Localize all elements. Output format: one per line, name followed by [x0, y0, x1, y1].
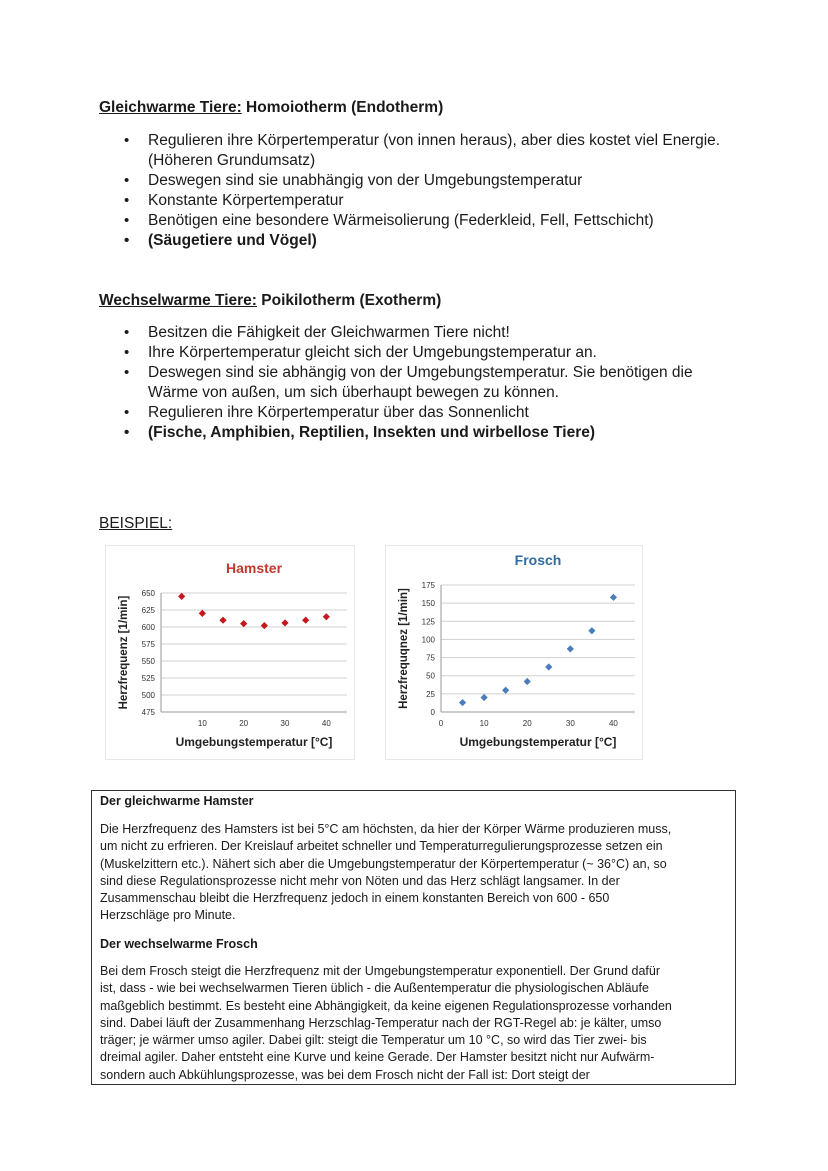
- text-line: sind diese Regulationsprozesse nicht mehr von Nöten und das Herz schlägt langsamer. In der: [100, 873, 620, 888]
- text-line: Bei dem Frosch steigt die Herzfrequenz mit der Umgebungstemperatur exponentiell. Der Grund dafür: [100, 964, 660, 978]
- text-line: träger; je wärmer umso agiler. Dabei gilt: steigt die Temperatur um 10 °C, so wird das Tier zwei- bis: [100, 1033, 647, 1048]
- hamster-chart-svg: [105, 545, 355, 760]
- explanation-box: [91, 790, 736, 1085]
- section1-title-rest: Homoiotherm (Endotherm): [241, 99, 444, 116]
- y-tick-label: 625: [141, 606, 155, 615]
- text-line: maßgeblich bestimmt. Es besteht eine Abhängigkeit, da keine eigenen Regulationsprozesse vorhanden: [100, 998, 672, 1013]
- y-tick-label: 150: [421, 599, 435, 609]
- y-tick-label: 500: [141, 691, 155, 700]
- chart-frame: [106, 546, 355, 760]
- list-item: • Deswegen sind sie abhängig von der Umgebungstemperatur. Sie benötigen die Wärme von außen, um sich überhaupt bewegen zu können.: [120, 363, 732, 403]
- hamster-paragraph: [100, 821, 727, 925]
- list-item: • Konstante Körpertemperatur: [120, 191, 732, 211]
- section1-title-underlined: Gleichwarme Tiere:: [99, 99, 242, 116]
- x-tick-label: 10: [197, 719, 207, 728]
- section1-title: [99, 99, 443, 117]
- chart-frame: [386, 546, 643, 760]
- beispiel-label: BEISPIEL:: [99, 515, 173, 532]
- y-axis-label: Herzfrequqnez [1/min]: [398, 588, 410, 709]
- y-tick-label: 50: [426, 671, 435, 681]
- x-tick-label: 10: [479, 719, 489, 728]
- text-line: ist, dass - wie bei wechselwarmen Tieren üblich - die Außentemperatur die physiologischen Abläufe: [100, 981, 649, 996]
- section2-bullet-list: [120, 323, 732, 443]
- text-line: Herzschläge pro Minute.: [100, 908, 236, 923]
- x-tick-label: 20: [239, 719, 249, 728]
- frosch-paragraph: [100, 963, 727, 1084]
- text-line: Die Herzfrequenz des Hamsters ist bei 5°C am höchsten, da hier der Körper Wärme produzieren muss,: [100, 822, 672, 836]
- list-item: • (Fische, Amphibien, Reptilien, Insekten und wirbellose Tiere): [120, 423, 732, 443]
- y-tick-label: 175: [421, 581, 435, 590]
- x-tick-label: 0: [438, 719, 444, 728]
- section2-title-rest: Poikilotherm (Exotherm): [256, 292, 442, 309]
- x-tick-label: 30: [280, 719, 290, 728]
- y-tick-label: 125: [421, 617, 435, 627]
- frosch-chart: [385, 545, 643, 765]
- section2-title: [99, 292, 441, 310]
- hamster-chart: [105, 545, 355, 765]
- x-axis-label: Umgebungstemperatur [°C]: [459, 735, 617, 749]
- x-tick-label: 40: [608, 719, 618, 728]
- y-tick-label: 525: [141, 674, 155, 683]
- y-tick-label: 550: [141, 657, 155, 666]
- chart-title: Frosch: [514, 552, 562, 568]
- x-tick-label: 20: [522, 719, 532, 728]
- x-axis-label: Umgebungstemperatur [°C]: [175, 735, 333, 749]
- text-line: sondern auch Abkühlungsprozesse, was bei dem Frosch nicht der Fall ist: Dort steigt der: [100, 1067, 590, 1082]
- text-line: (Muskelzittern etc.). Nähert sich aber die Umgebungstemperatur der Körpertemperatur (~ 36°C) an, so: [100, 856, 667, 871]
- list-item: • Regulieren ihre Körpertemperatur über das Sonnenlicht: [120, 403, 732, 423]
- y-tick-label: 475: [141, 708, 155, 717]
- y-tick-label: 0: [430, 708, 435, 717]
- list-item: • Deswegen sind sie unabhängig von der Umgebungstemperatur: [120, 171, 732, 191]
- list-item: • Regulieren ihre Körpertemperatur (von innen heraus), aber dies kostet viel Energie. (Höheren Grundumsatz): [120, 131, 732, 171]
- list-item: • Benötigen eine besondere Wärmeisolierung (Federkleid, Fell, Fettschicht): [120, 211, 732, 231]
- list-item: • (Säugetiere und Vögel): [120, 231, 732, 251]
- y-tick-label: 100: [421, 635, 435, 645]
- y-tick-label: 75: [426, 653, 435, 663]
- chart-title: Hamster: [225, 560, 283, 576]
- y-tick-label: 25: [426, 689, 435, 699]
- section2-title-underlined: Wechselwarme Tiere:: [99, 292, 257, 309]
- x-tick-label: 40: [321, 719, 331, 728]
- frosch-heading: Der wechselwarme Frosch: [100, 937, 258, 951]
- y-tick-label: 650: [141, 589, 155, 598]
- section1-bullet-list: [120, 131, 732, 251]
- y-tick-label: 600: [141, 623, 155, 632]
- text-line: Zusammenschau bleibt die Herzfrequenz jedoch in einem konstanten Bereich von 600 - 650: [100, 891, 610, 906]
- hamster-heading: Der gleichwarme Hamster: [100, 794, 254, 808]
- list-item: • Ihre Körpertemperatur gleicht sich der Umgebungstemperatur an.: [120, 343, 732, 363]
- text-line: dreimal agiler. Daher entsteht eine Kurve und keine Gerade. Der Hamster besitzt nicht nur Aufwärm-: [100, 1050, 655, 1065]
- text-line: um nicht zu erfrieren. Der Kreislauf arbeitet schneller und Temperaturregulierungsprozesse setzen ein: [100, 839, 663, 854]
- x-tick-label: 30: [565, 719, 575, 728]
- list-item: • Besitzen die Fähigkeit der Gleichwarmen Tiere nicht!: [120, 323, 732, 343]
- y-tick-label: 575: [141, 640, 155, 649]
- frosch-chart-svg: [385, 545, 643, 760]
- y-axis-label: Herzfrequenz [1/min]: [118, 595, 130, 710]
- text-line: sind. Dabei läuft der Zusammenhang Herzschlag-Temperatur nach der RGT-Regel ab: je kälter, umso: [100, 1015, 662, 1030]
